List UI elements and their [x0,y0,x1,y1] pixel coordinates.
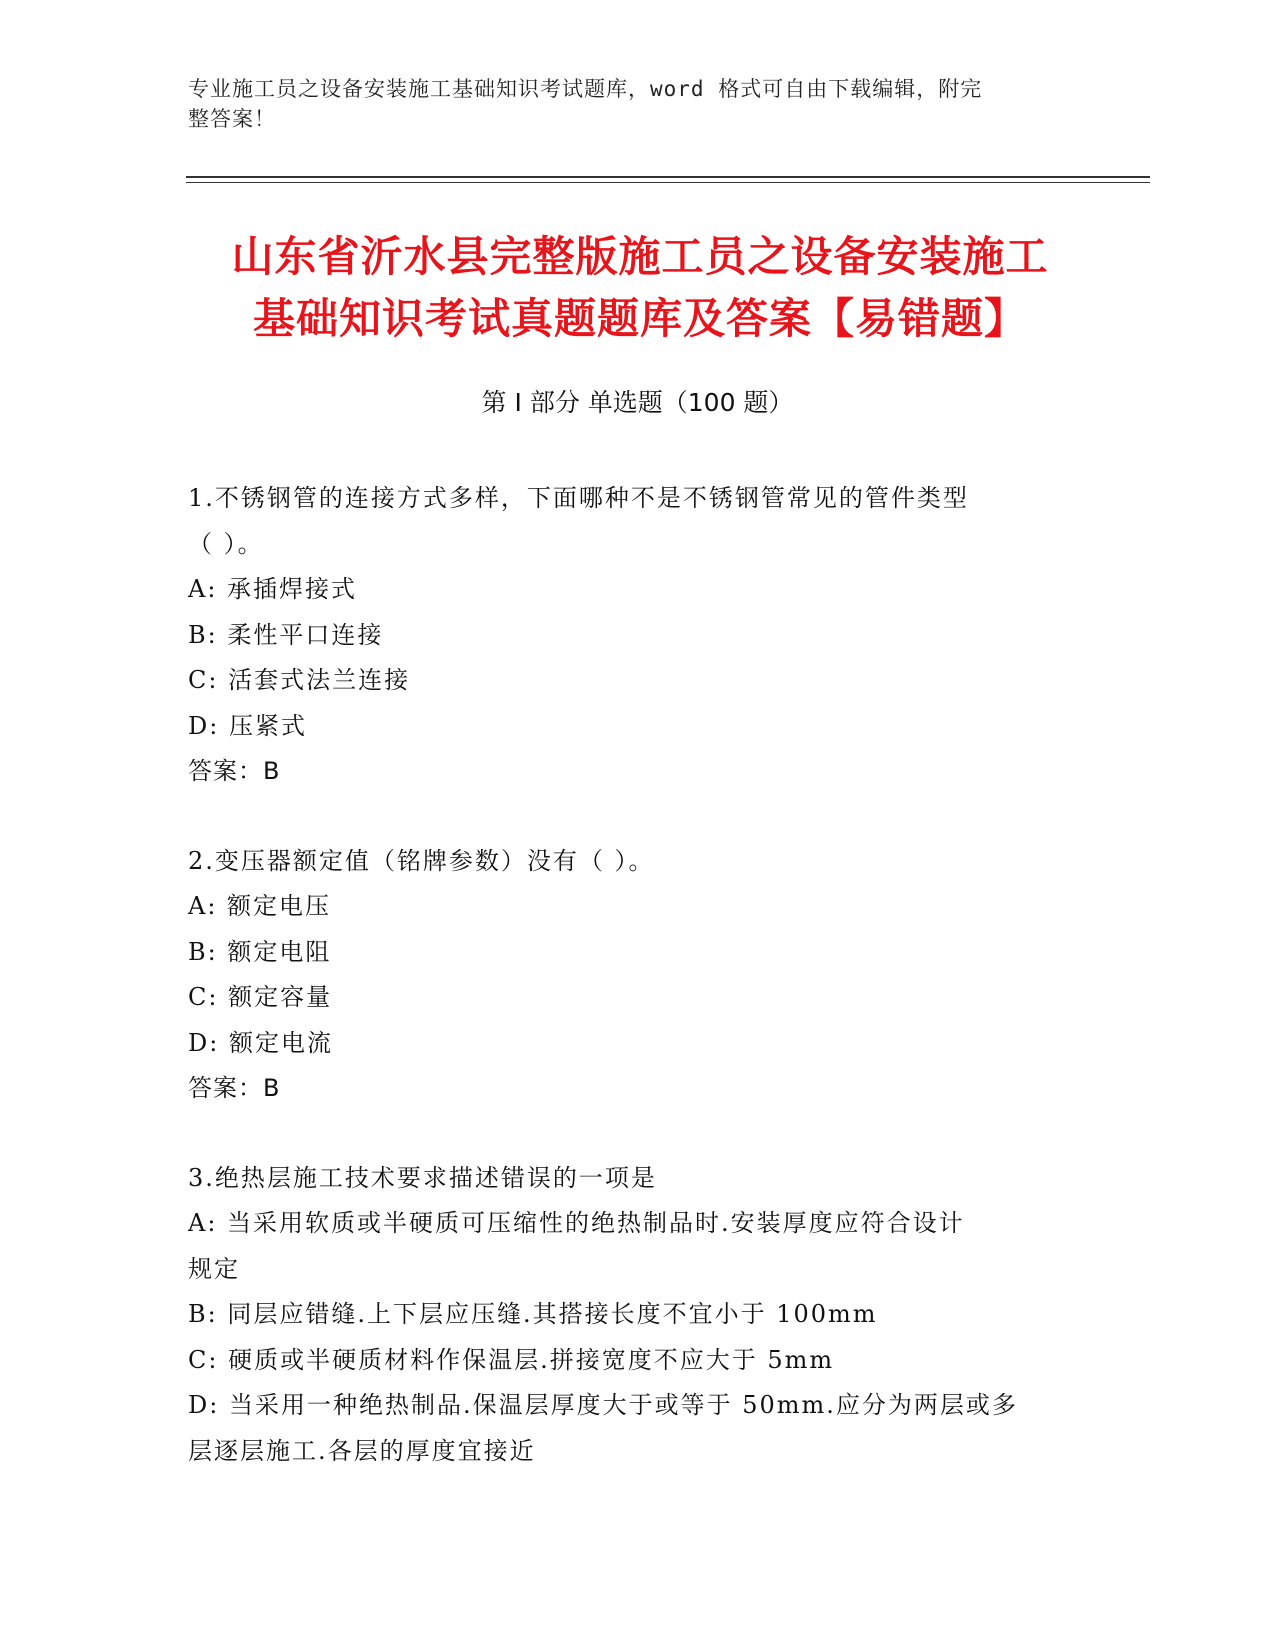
question-3-option-d-line-1: D: 当采用一种绝热制品.保温层厚度大于或等于 50mm.应分为两层或多 [188,1391,1018,1419]
question-3-stem-line-1: 3.绝热层施工技术要求描述错误的一项是 [188,1163,657,1192]
header-note-line-2: 整答案！ [188,107,276,131]
question-2-answer: 答案：B [188,1074,281,1102]
document-title [150,226,1130,350]
question-3-option-c: C: 硬质或半硬质材料作保温层.拼接宽度不应大于 5mm [188,1345,835,1374]
question-1-option-c: C: 活套式法兰连接 [188,666,411,694]
question-1-stem-line-2: （ ）。 [188,529,264,558]
question-3-option-b: B: 同层应错缝.上下层应压缝.其搭接长度不宜小于 100mm [188,1300,878,1328]
question-2-option-d: D: 额定电流 [188,1028,333,1057]
section-title: 第 I 部分 单选题（100 题） [481,388,794,417]
header-divider-thin [186,182,1150,183]
header-note-line-1: 专业施工员之设备安装施工基础知识考试题库，word 格式可自由下载编辑，附完 [188,77,983,101]
document-title-line-1: 山东省沂水县完整版施工员之设备安装施工 [231,232,1049,281]
question-1-option-b: B: 柔性平口连接 [188,620,384,649]
question-3 [188,1156,1088,1475]
document-header-note [188,74,1068,134]
question-2-option-c: C: 额定容量 [188,983,333,1011]
question-3-option-a-line-2: 规定 [188,1254,240,1283]
question-3-option-a-line-1: A: 当采用软质或半硬质可压缩性的绝热制品时.安装厚度应符合设计 [188,1209,965,1237]
header-divider-thick [186,176,1150,178]
question-3-option-d-line-2: 层逐层施工.各层的厚度宜接近 [188,1436,536,1465]
question-2 [188,839,1088,1112]
question-1 [188,476,1088,795]
document-title-line-2: 基础知识考试真题题库及答案【易错题】 [252,294,1027,343]
question-2-option-b: B: 额定电阻 [188,937,332,966]
question-2-option-a: A: 额定电压 [188,892,332,920]
question-1-option-a: A: 承插焊接式 [188,575,358,603]
question-1-stem-line-1: 1.不锈钢管的连接方式多样，下面哪种不是不锈钢管常见的管件类型 [188,484,969,512]
question-list [188,476,1088,1518]
question-2-stem-line-1: 2.变压器额定值（铭牌参数）没有（ ）。 [188,846,655,875]
question-1-answer: 答案：B [188,757,281,785]
question-1-option-d: D: 压紧式 [188,711,307,740]
